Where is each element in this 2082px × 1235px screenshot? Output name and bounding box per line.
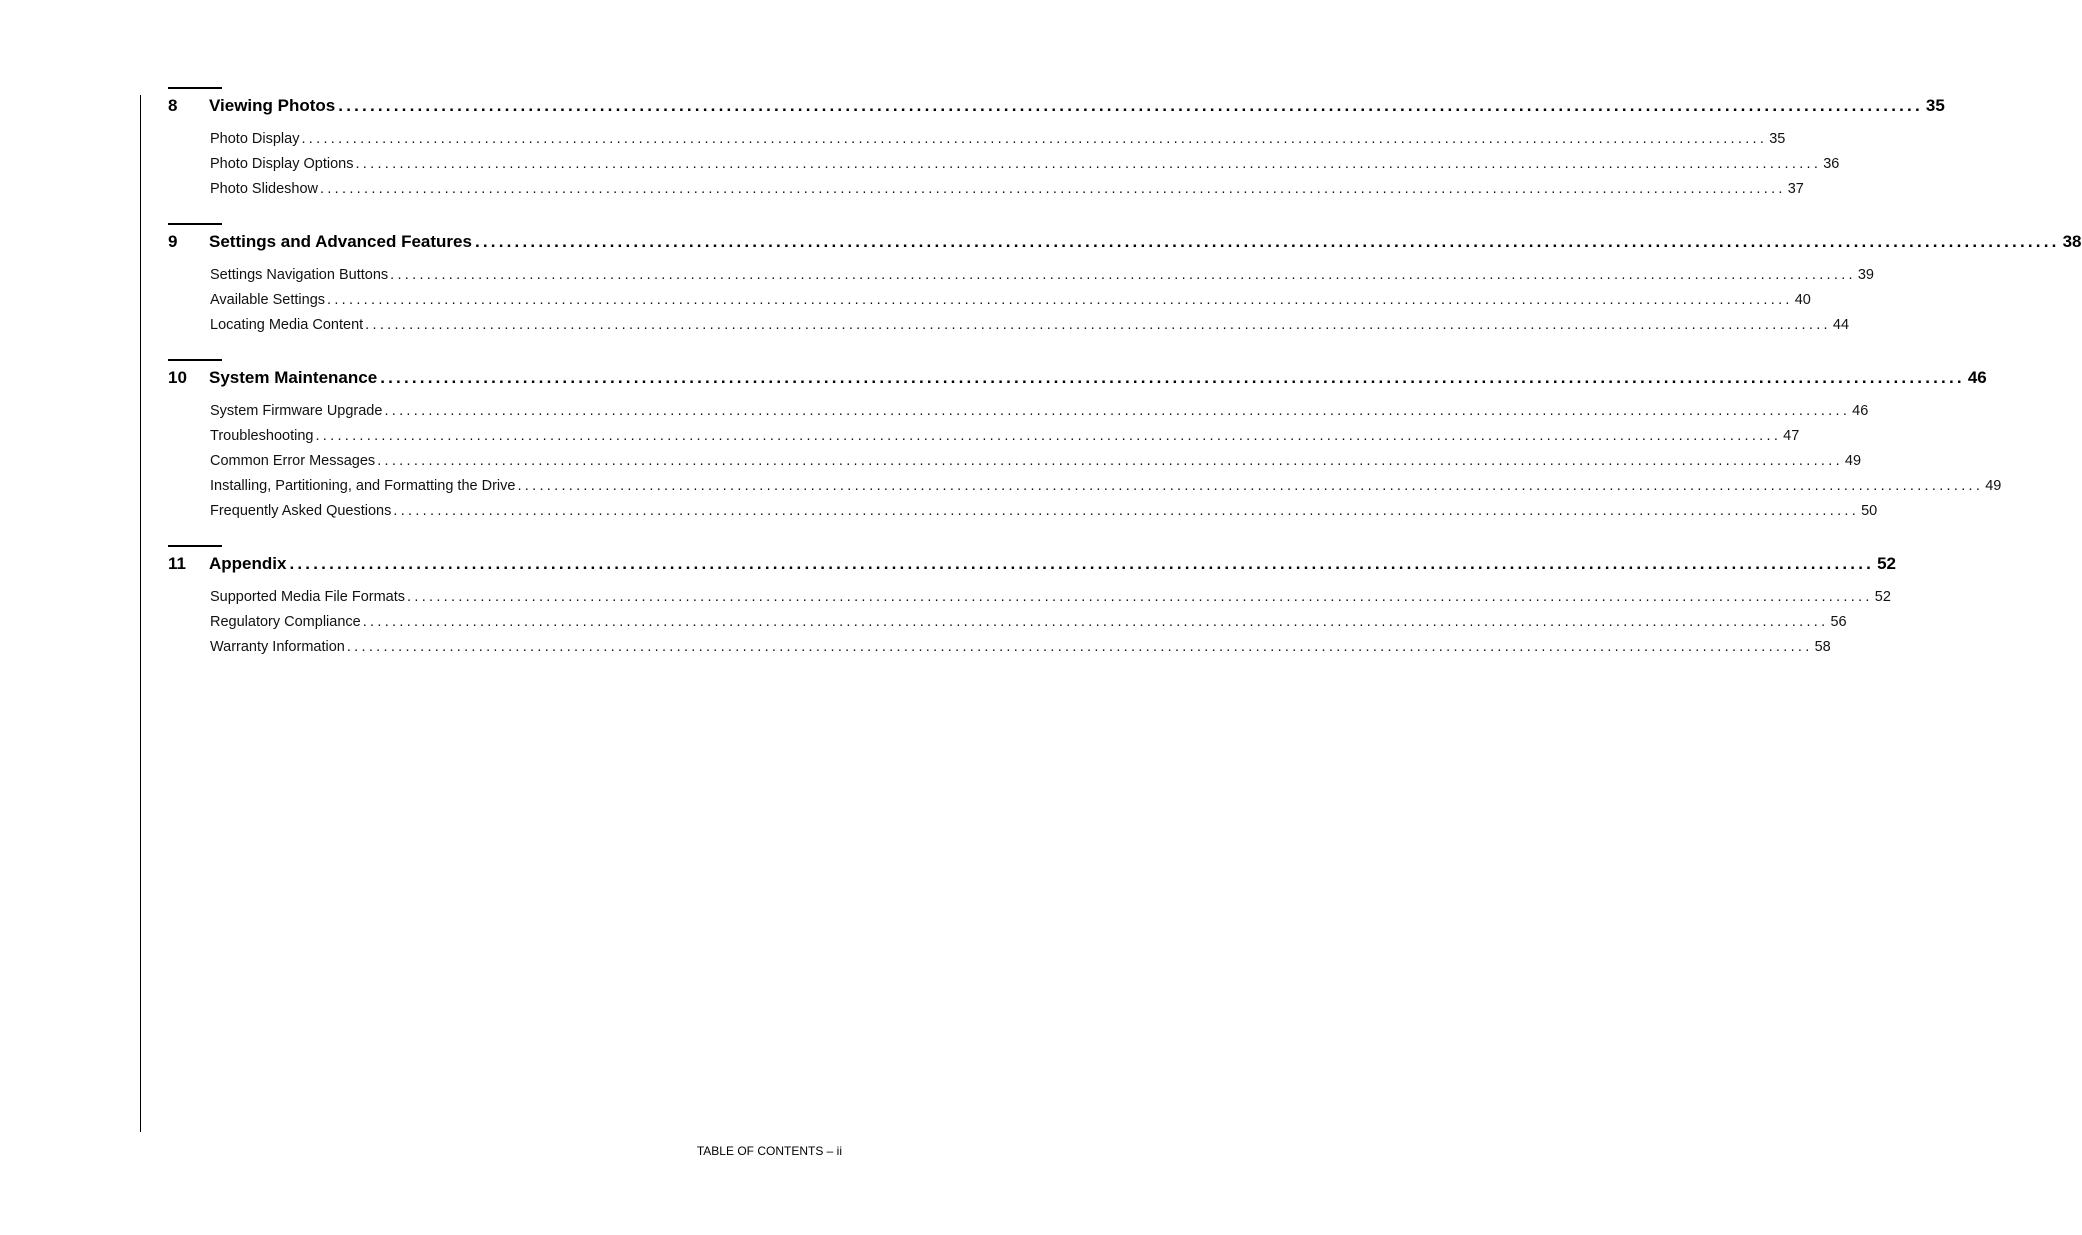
entry-title: Locating Media Content bbox=[210, 317, 364, 333]
chapter-number: 11 bbox=[168, 554, 186, 573]
toc-entry[interactable] bbox=[210, 474, 2002, 499]
dot-leader: ........................................................................................................................................................................................................ bbox=[517, 478, 1984, 494]
chapter-9 bbox=[168, 223, 2082, 338]
entry-page: 58 bbox=[1814, 639, 1831, 655]
toc-entry[interactable] bbox=[210, 152, 1840, 177]
toc-entry[interactable] bbox=[210, 635, 1831, 660]
chapter-11 bbox=[168, 545, 1897, 660]
chapter-rule bbox=[168, 223, 222, 225]
entry-title: System Firmware Upgrade bbox=[210, 403, 383, 419]
dot-leader: ........................................................................................................................................................................................................ bbox=[380, 368, 1965, 387]
entry-page: 50 bbox=[1861, 503, 1878, 519]
chapter-page: 46 bbox=[1967, 368, 1987, 387]
page-footer: TABLE OF CONTENTS – ii bbox=[696, 1144, 842, 1158]
section-list bbox=[210, 127, 1840, 202]
chapter-title: Viewing Photos bbox=[209, 96, 336, 115]
entry-title: Troubleshooting bbox=[210, 428, 314, 444]
dot-leader: ........................................................................................................................................................................................................ bbox=[327, 292, 1793, 308]
dot-leader: ........................................................................................................................................................................................................ bbox=[315, 428, 1782, 444]
entry-page: 36 bbox=[1823, 156, 1840, 172]
table-of-contents bbox=[168, 87, 2082, 681]
entry-page: 40 bbox=[1794, 292, 1811, 308]
section-list bbox=[210, 399, 2002, 524]
chapter-8 bbox=[168, 87, 1945, 202]
entry-page: 39 bbox=[1857, 267, 1874, 283]
toc-entry[interactable] bbox=[210, 399, 1869, 424]
entry-page: 37 bbox=[1787, 181, 1804, 197]
toc-entry[interactable] bbox=[210, 449, 1862, 474]
toc-entry[interactable] bbox=[210, 127, 1786, 152]
entry-page: 52 bbox=[1874, 589, 1891, 605]
chapter-title: System Maintenance bbox=[209, 368, 378, 387]
dot-leader: ........................................................................................................................................................................................................ bbox=[355, 156, 1822, 172]
entry-title: Common Error Messages bbox=[210, 453, 376, 469]
dot-leader: ........................................................................................................................................................................................................ bbox=[338, 96, 1923, 115]
chapter-rule bbox=[168, 359, 222, 361]
entry-title: Regulatory Compliance bbox=[210, 614, 361, 630]
dot-leader: ........................................................................................................................................................................................................ bbox=[407, 589, 1873, 605]
chapter-page: 35 bbox=[1925, 96, 1945, 115]
dot-leader: ........................................................................................................................................................................................................ bbox=[362, 614, 1829, 630]
dot-leader: ........................................................................................................................................................................................................ bbox=[365, 317, 1831, 333]
dot-leader: ........................................................................................................................................................................................................ bbox=[320, 181, 1786, 197]
chapter-title: Appendix bbox=[209, 554, 287, 573]
entry-page: 49 bbox=[1844, 453, 1862, 469]
dot-leader: ........................................................................................................................................................................................................ bbox=[377, 453, 1843, 469]
chapter-title: Settings and Advanced Features bbox=[209, 232, 472, 251]
entry-title: Photo Display bbox=[210, 131, 300, 147]
chapter-rule bbox=[168, 545, 222, 547]
entry-title: Settings Navigation Buttons bbox=[210, 267, 389, 283]
entry-page: 46 bbox=[1852, 403, 1869, 419]
chapter-page: 52 bbox=[1877, 554, 1897, 573]
chapter-rule bbox=[168, 87, 222, 89]
chapter-10 bbox=[168, 359, 2002, 524]
entry-page: 44 bbox=[1832, 317, 1850, 333]
dot-leader: ........................................................................................................................................................................................................ bbox=[393, 503, 1860, 519]
toc-entry[interactable] bbox=[210, 313, 1850, 338]
chapter-heading[interactable] bbox=[168, 228, 2082, 256]
entry-page: 49 bbox=[1985, 478, 2002, 494]
chapter-number: 10 bbox=[168, 368, 187, 387]
entry-title: Frequently Asked Questions bbox=[210, 503, 392, 519]
dot-leader: ........................................................................................................................................................................................................ bbox=[346, 639, 1813, 655]
margin-rule bbox=[140, 95, 141, 1132]
entry-page: 35 bbox=[1769, 131, 1786, 147]
entry-page: 47 bbox=[1783, 428, 1800, 444]
entry-title: Installing, Partitioning, and Formatting the Drive bbox=[210, 478, 516, 494]
chapter-number: 8 bbox=[168, 96, 178, 115]
toc-entry[interactable] bbox=[210, 288, 1811, 313]
toc-entry[interactable] bbox=[210, 424, 1800, 449]
chapter-heading[interactable] bbox=[168, 92, 1945, 120]
dot-leader: ........................................................................................................................................................................................................ bbox=[384, 403, 1851, 419]
dot-leader: ........................................................................................................................................................................................................ bbox=[474, 232, 2060, 251]
toc-entry[interactable] bbox=[210, 177, 1804, 202]
toc-entry[interactable] bbox=[210, 499, 1878, 524]
dot-leader: ........................................................................................................................................................................................................ bbox=[289, 554, 1875, 573]
entry-title: Photo Display Options bbox=[210, 156, 354, 172]
toc-entry[interactable] bbox=[210, 585, 1891, 610]
chapter-heading[interactable] bbox=[168, 364, 1987, 392]
chapter-page: 38 bbox=[2062, 232, 2082, 251]
section-list bbox=[210, 585, 1891, 660]
entry-title: Available Settings bbox=[210, 292, 326, 308]
chapter-heading[interactable] bbox=[168, 550, 1897, 578]
entry-page: 56 bbox=[1830, 614, 1847, 630]
chapter-number: 9 bbox=[168, 232, 178, 251]
toc-entry[interactable] bbox=[210, 263, 1874, 288]
entry-title: Warranty Information bbox=[210, 639, 345, 655]
section-list bbox=[210, 263, 1874, 338]
dot-leader: ........................................................................................................................................................................................................ bbox=[390, 267, 1856, 283]
entry-title: Photo Slideshow bbox=[210, 181, 319, 197]
entry-title: Supported Media File Formats bbox=[210, 589, 406, 605]
toc-entry[interactable] bbox=[210, 610, 1847, 635]
dot-leader: ........................................................................................................................................................................................................ bbox=[301, 131, 1768, 147]
